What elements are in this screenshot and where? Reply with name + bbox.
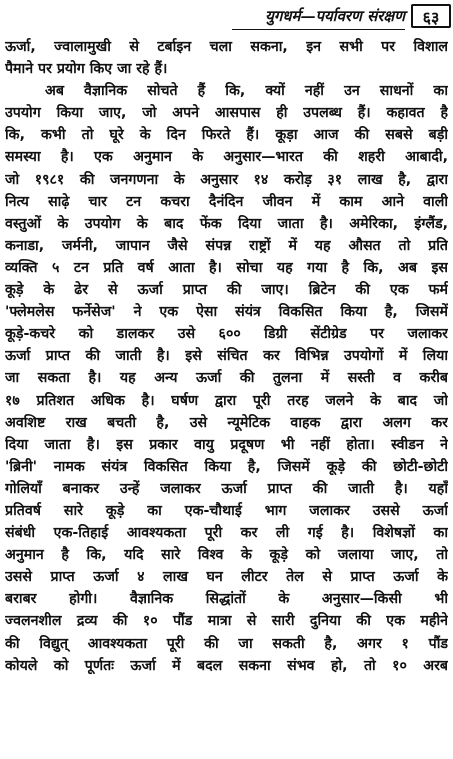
text-line: वस्तुओं के उपयोग के बाद फेंक दिया जाता है। अमेरिका, इंग्लैंड, — [5, 215, 448, 232]
text-line: उससे प्राप्त ऊर्जा ४ लाख घन लीटर तेल से प्राप्त ऊर्जा के — [5, 569, 448, 586]
text-line: कूड़े के ढेर से ऊर्जा प्राप्त की जाए। ब्रिटेन की एक फर्म — [5, 282, 448, 299]
text-line: की विद्युत् आवश्यकता पूरी की जा सकती है, अगर १ पौंड — [5, 635, 448, 652]
header-rule — [232, 29, 405, 30]
text-line: बराबर होगी। वैज्ञानिक सिद्धांतों के अनुसार—किसी भी — [5, 591, 448, 608]
text-line: जा सकता है। यह अन्य ऊर्जा की तुलना में सस्ती व करीब — [5, 370, 448, 387]
text-line: ऊर्जा प्राप्त की जाती है। इसे संचित कर विभिन्न उपयोगों में लिया — [5, 348, 448, 365]
paragraph — [5, 36, 448, 80]
text-line: संबंधी एक-तिहाई आवश्यकता पूरी कर ली गई है। विशेषज्ञों का — [5, 525, 448, 542]
text-line: कोयले को पूर्णतः ऊर्जा में बदल सकना संभव हो, तो १० अरब — [5, 657, 448, 674]
text-line: अवशिष्ट राख बचती है, उसे न्यूमेटिक वाहक द्वारा अलग कर — [5, 414, 448, 431]
page-number: ६३ — [411, 4, 451, 28]
text-line: कनाडा, जर्मनी, जापान जैसे संपन्न राष्ट्रों में यह औसत तो प्रति — [5, 237, 448, 254]
running-header — [232, 4, 453, 30]
running-title: युगधर्म—पर्यावरण संरक्षण — [265, 7, 405, 25]
text-line: प्रतिवर्ष सारे कूड़े का एक-चौथाई भाग जलाकर उससे ऊर्जा — [5, 502, 448, 519]
text-line: कि, कभी तो घूरे के दिन फिरते हैं। कूड़ा आज की सबसे बड़ी — [5, 127, 448, 144]
text-line: 'फ्लेमलेस फर्नेसेज' ने एक ऐसा संयंत्र विकसित किया है, जिसमें — [5, 304, 448, 321]
text-line: कूड़े-कचरे को डालकर उसे ६०० डिग्री सेंटीग्रेड पर जलाकर — [5, 326, 448, 343]
text-line: गोलियाँ बनाकर उन्हें जलाकर ऊर्जा प्राप्त की जाती है। यहाँ — [5, 480, 448, 497]
text-line: व्यक्ति ५ टन प्रति वर्ष आता है। सोचा यह गया है कि, अब इस — [5, 259, 448, 276]
text-line: अनुमान है कि, यदि सारे विश्व के कूड़े को जलाया जाए, तो — [5, 547, 448, 564]
text-line: जो १९८१ की जनगणना के अनुसार १४ करोड़ ३१ लाख है, द्वारा — [5, 171, 448, 188]
text-line: पैमाने पर प्रयोग किए जा रहे हैं। — [5, 61, 168, 78]
paragraph — [5, 80, 448, 677]
text-line: समस्या है। एक अनुमान के अनुसार—भारत की शहरी आबादी, — [5, 149, 448, 166]
text-line: ज्वलनशील द्रव्य की १० पौंड मात्रा से सारी दुनिया की एक महीने — [5, 613, 448, 630]
text-line: दिया जाता है। इस प्रकार वायु प्रदूषण भी नहीं होता। स्वीडन ने — [5, 436, 448, 453]
text-line: ऊर्जा, ज्वालामुखी से टर्बाइन चला सकना, इन सभी पर विशाल — [5, 39, 448, 55]
text-line: उपयोग किया जाए, जो अपने आसपास ही उपलब्ध हैं। कहावत है — [5, 105, 448, 122]
text-line: अब वैज्ञानिक सोचते हैं कि, क्यों नहीं उन साधनों का — [45, 83, 448, 100]
text-line: १७ प्रतिशत अधिक है। घर्षण द्वारा पूरी तरह जलने के बाद जो — [5, 392, 448, 409]
text-line: नित्य साढ़े चार टन कचरा दैनंदिन जीवन में काम आने वाली — [5, 193, 448, 210]
text-line: 'ब्रिनी' नामक संयंत्र विकसित किया है, जिसमें कूड़े की छोटी-छोटी — [5, 458, 448, 475]
page-body — [5, 36, 448, 677]
